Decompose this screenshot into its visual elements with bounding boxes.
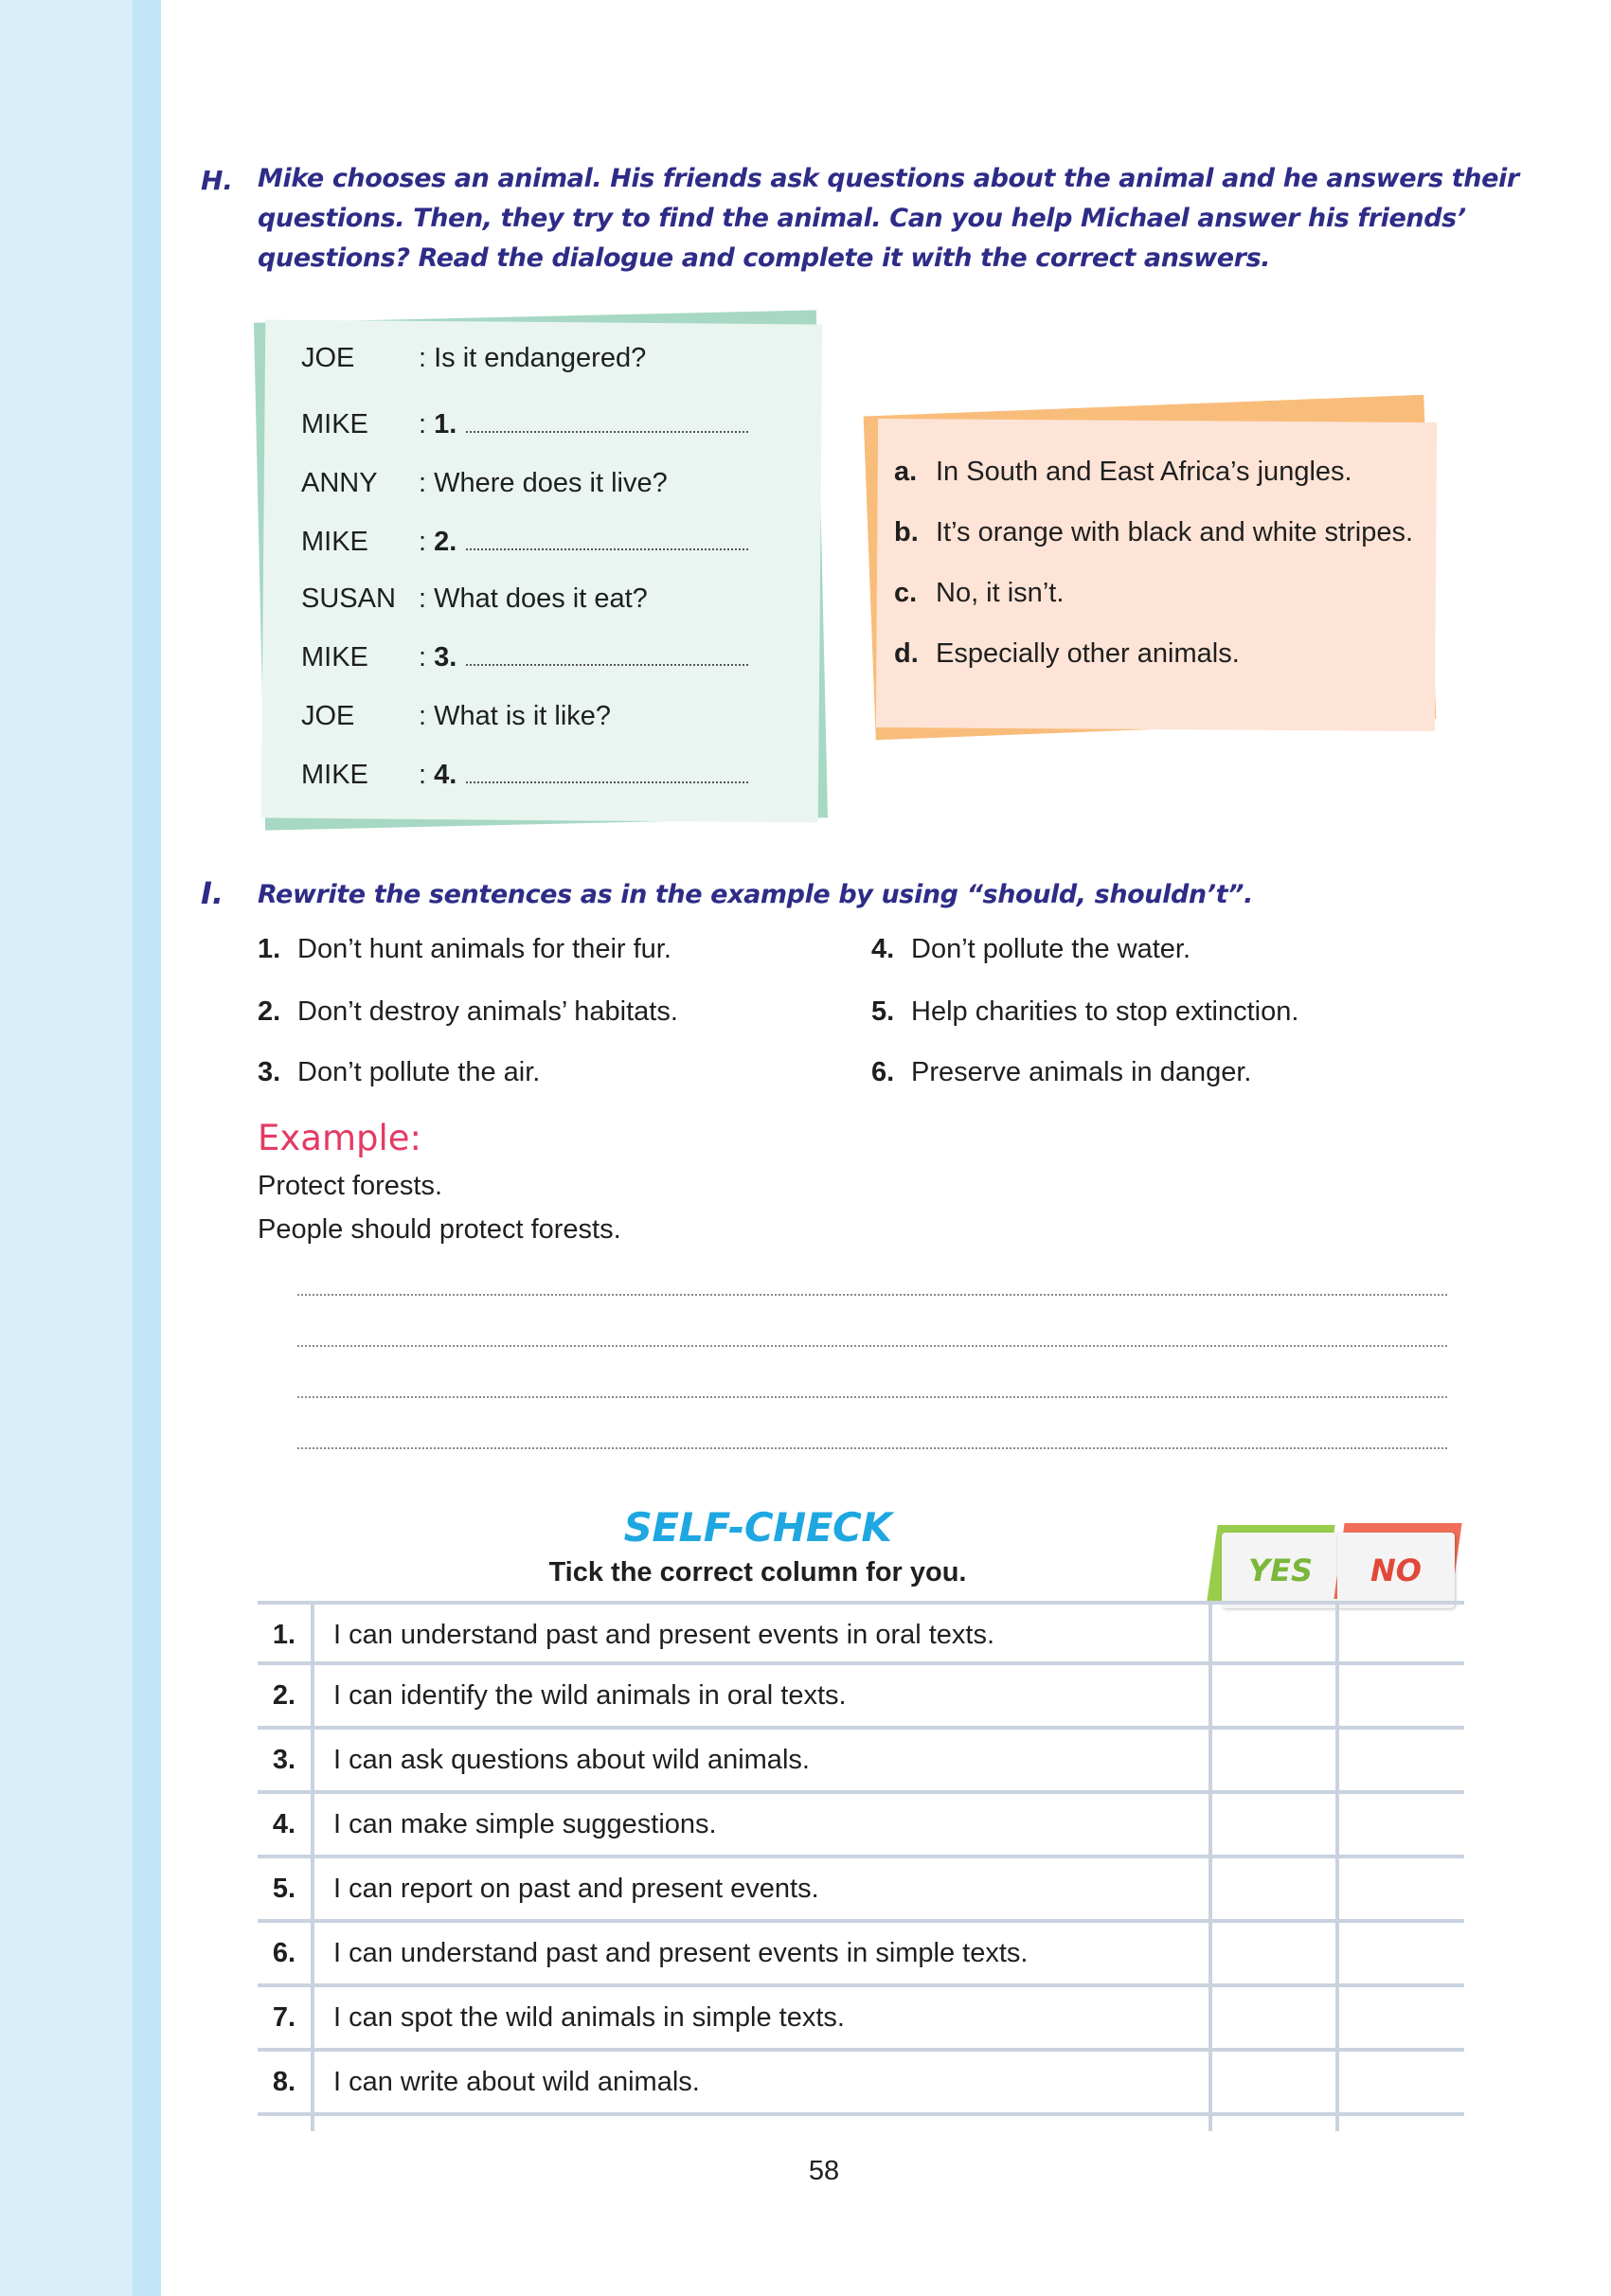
item-text: Don’t destroy animals’ habitats. bbox=[297, 996, 678, 1027]
dialogue-line-4 bbox=[301, 523, 748, 561]
item-number: 6. bbox=[871, 1057, 895, 1087]
speaker-name: JOE bbox=[301, 701, 355, 731]
task-h-line-2: questions. Then, they try to find the animal. Can you help Michael answer his friends’ bbox=[258, 204, 1466, 233]
row-number: 1. bbox=[272, 1620, 296, 1650]
table-row bbox=[258, 1858, 1464, 1923]
dialogue-text: : bbox=[419, 527, 435, 557]
answer-blank-3[interactable] bbox=[466, 647, 748, 666]
task-h-letter: H. bbox=[201, 165, 234, 196]
row-statement: I can write about wild animals. bbox=[333, 2067, 700, 2097]
dialogue-text: : What is it like? bbox=[419, 701, 612, 731]
answer-letter: d. bbox=[894, 638, 919, 669]
task-h-line-1: Mike chooses an animal. His friends ask questions about the animal and he answers their bbox=[258, 164, 1519, 193]
speaker-name: MIKE bbox=[301, 642, 368, 673]
row-statement: I can report on past and present events. bbox=[333, 1874, 819, 1904]
answer-blank-1[interactable] bbox=[466, 414, 748, 433]
answer-option-d bbox=[894, 635, 1240, 673]
table-divider-number bbox=[311, 1601, 314, 2131]
task-i-letter: I. bbox=[201, 875, 224, 911]
writing-line-2[interactable] bbox=[297, 1345, 1447, 1347]
table-divider-yes bbox=[1208, 1601, 1212, 2131]
speaker-name: SUSAN bbox=[301, 583, 396, 614]
writing-line-4[interactable] bbox=[297, 1447, 1447, 1449]
rewrite-item-4 bbox=[871, 930, 1190, 968]
page-side-strip bbox=[0, 0, 133, 2296]
dialogue-text: : Where does it live? bbox=[419, 468, 668, 498]
table-row bbox=[258, 1923, 1464, 1987]
table-row bbox=[258, 1665, 1464, 1730]
answer-text: No, it isn’t. bbox=[936, 578, 1065, 608]
row-statement: I can identify the wild animals in oral texts. bbox=[333, 1680, 847, 1711]
writing-line-1[interactable] bbox=[297, 1294, 1447, 1296]
row-number: 4. bbox=[272, 1809, 296, 1839]
item-text: Help charities to stop extinction. bbox=[911, 996, 1299, 1027]
rewrite-item-6 bbox=[871, 1053, 1251, 1091]
answer-letter: c. bbox=[894, 578, 918, 608]
answer-option-b bbox=[894, 513, 1413, 551]
item-number: 2. bbox=[258, 996, 281, 1027]
table-row bbox=[258, 1601, 1464, 1665]
answer-text: In South and East Africa’s jungles. bbox=[936, 457, 1352, 487]
self-check-subtitle: Tick the correct column for you. bbox=[548, 1557, 967, 1587]
row-number: 2. bbox=[272, 1680, 296, 1711]
dialogue-card bbox=[261, 319, 823, 822]
table-row bbox=[258, 2052, 1464, 2116]
rewrite-item-3 bbox=[258, 1053, 540, 1091]
rewrite-item-2 bbox=[258, 993, 678, 1031]
page-number: 58 bbox=[808, 2156, 840, 2186]
item-text: Don’t pollute the air. bbox=[297, 1057, 541, 1087]
answer-option-a bbox=[894, 453, 1352, 491]
speaker-name: MIKE bbox=[301, 527, 368, 557]
row-number: 8. bbox=[272, 2067, 296, 2097]
dialogue-text: : bbox=[419, 760, 435, 790]
speaker-name: MIKE bbox=[301, 409, 368, 439]
answer-letter: a. bbox=[894, 457, 918, 487]
item-number: 3. bbox=[258, 1057, 281, 1087]
answer-blank-2[interactable] bbox=[466, 531, 748, 550]
dialogue-text: : bbox=[419, 642, 435, 673]
dialogue-text: : bbox=[419, 409, 435, 439]
dialogue-line-5 bbox=[301, 580, 648, 618]
rewrite-item-1 bbox=[258, 930, 671, 968]
item-text: Don’t hunt animals for their fur. bbox=[297, 934, 671, 964]
page-side-strip-inner bbox=[133, 0, 161, 2296]
self-check-title: SELF-CHECK bbox=[623, 1504, 892, 1551]
row-number: 6. bbox=[272, 1938, 296, 1968]
example-title: Example: bbox=[258, 1118, 421, 1158]
answer-text: It’s orange with black and white stripes. bbox=[936, 517, 1414, 547]
example-answer: People should protect forests. bbox=[258, 1214, 621, 1245]
table-row bbox=[258, 1794, 1464, 1858]
row-statement: I can spot the wild animals in simple texts. bbox=[333, 2002, 845, 2033]
dialogue-text: : What does it eat? bbox=[419, 583, 648, 614]
dialogue-line-8 bbox=[301, 756, 748, 794]
dialogue-text: : Is it endangered? bbox=[419, 343, 647, 373]
rewrite-item-5 bbox=[871, 993, 1298, 1031]
speaker-name: MIKE bbox=[301, 760, 368, 790]
answer-letter: b. bbox=[894, 517, 919, 547]
item-number: 5. bbox=[871, 996, 895, 1027]
task-h-instruction bbox=[258, 159, 1519, 278]
row-number: 5. bbox=[272, 1874, 296, 1904]
row-statement: I can make simple suggestions. bbox=[333, 1809, 717, 1839]
blank-number: 4. bbox=[434, 760, 457, 790]
dialogue-line-3 bbox=[301, 464, 668, 502]
task-i-instruction: Rewrite the sentences as in the example by using “should, shouldn’t”. bbox=[258, 880, 1253, 909]
table-row bbox=[258, 1987, 1464, 2052]
speaker-name: ANNY bbox=[301, 468, 378, 498]
dialogue-line-1 bbox=[301, 339, 646, 377]
table-divider-no bbox=[1335, 1601, 1339, 2131]
example-prompt: Protect forests. bbox=[258, 1171, 443, 1201]
item-text: Don’t pollute the water. bbox=[911, 934, 1191, 964]
task-h-line-3: questions? Read the dialogue and complete it with the correct answers. bbox=[258, 243, 1271, 273]
writing-line-3[interactable] bbox=[297, 1396, 1447, 1398]
answer-text: Especially other animals. bbox=[936, 638, 1240, 669]
no-column-header: NO bbox=[1337, 1533, 1455, 1608]
row-statement: I can understand past and present events in simple texts. bbox=[333, 1938, 1029, 1968]
blank-number: 3. bbox=[434, 642, 457, 673]
table-row bbox=[258, 1730, 1464, 1794]
self-check-table bbox=[258, 1601, 1464, 2116]
blank-number: 1. bbox=[434, 409, 457, 439]
row-number: 3. bbox=[272, 1745, 296, 1775]
item-number: 1. bbox=[258, 934, 281, 964]
answer-option-c bbox=[894, 574, 1064, 612]
answer-blank-4[interactable] bbox=[466, 764, 748, 783]
row-statement: I can ask questions about wild animals. bbox=[333, 1745, 810, 1775]
item-number: 4. bbox=[871, 934, 895, 964]
blank-number: 2. bbox=[434, 527, 457, 557]
dialogue-line-6 bbox=[301, 638, 748, 676]
yes-column-header: YES bbox=[1222, 1533, 1339, 1608]
row-number: 7. bbox=[272, 2002, 296, 2033]
speaker-name: JOE bbox=[301, 343, 355, 373]
dialogue-line-2 bbox=[301, 405, 748, 443]
row-statement: I can understand past and present events in oral texts. bbox=[333, 1620, 995, 1650]
item-text: Preserve animals in danger. bbox=[911, 1057, 1252, 1087]
dialogue-line-7 bbox=[301, 697, 611, 735]
